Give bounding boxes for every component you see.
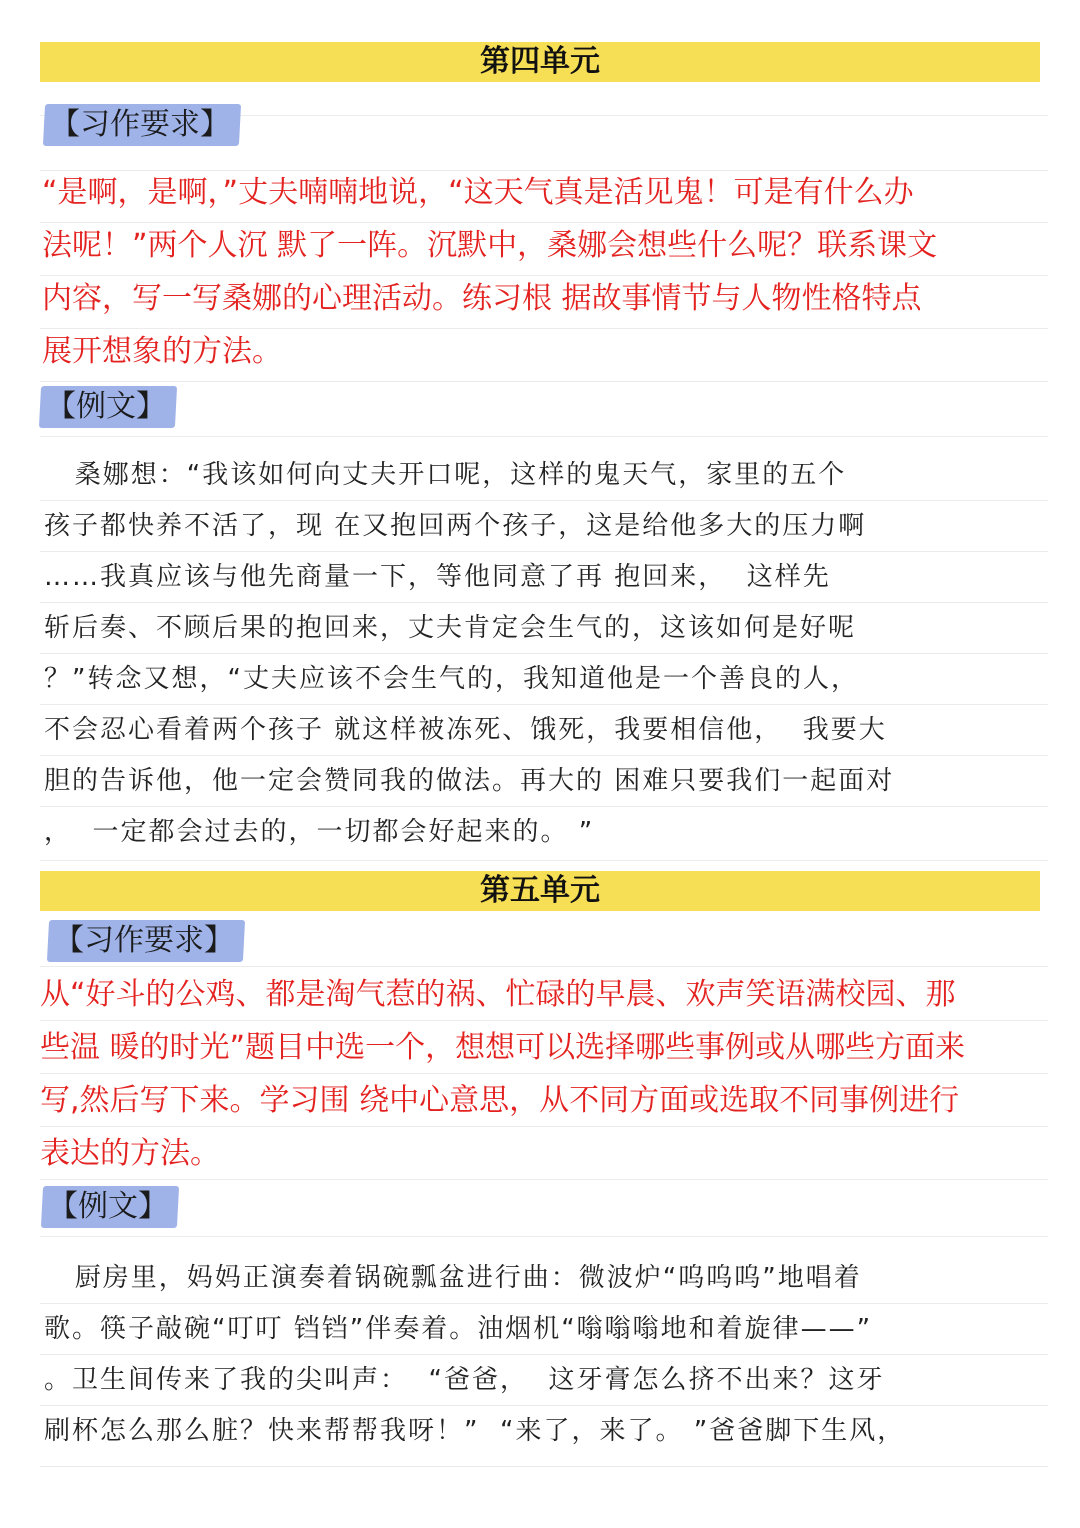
essay-line: 胆的告诉他，他一定会赞同我的做法。再大的 困难只要我们一起面对 [44, 766, 895, 796]
ruled-line [40, 436, 1048, 437]
requirement-line: 表达的方法。 [40, 1136, 220, 1171]
example-tag [39, 386, 177, 428]
essay-line: 歌。筷子敲碗“叮叮 铛铛”伴奏着。油烟机“嗡嗡嗡地和着旋律——” [44, 1314, 873, 1344]
ruled-line [40, 1354, 1048, 1355]
requirement-line: 些温 暖的时光”题目中选一个，想想可以选择哪些事例或从哪些方面来 [40, 1030, 966, 1065]
essay-line: 桑娜想：“我该如何向丈夫开口呢，这样的鬼天气，家里的五个 [44, 460, 847, 490]
ruled-line [40, 1405, 1048, 1406]
essay-line: 斩后奏、不顾后果的抱回来，丈夫肯定会生气的，这该如何是好呢 [44, 613, 857, 643]
requirement-tag-label: 【习作要求】 [50, 107, 230, 142]
requirement-line: 法呢！”两个人沉 默了一阵。沉默中，桑娜会想些什么呢？联系课文 [42, 228, 938, 263]
example-tag [41, 1186, 179, 1228]
ruled-line [40, 1303, 1048, 1304]
requirement-line: 写,然后写下来。学习围 绕中心意思，从不同方面或选取不同事例进行 [40, 1083, 960, 1118]
ruled-line [40, 500, 1048, 501]
unit-title: 第四单元 [40, 42, 1040, 82]
ruled-line [40, 806, 1048, 807]
ruled-line [40, 602, 1048, 603]
unit-title: 第五单元 [40, 871, 1040, 911]
ruled-line [40, 755, 1048, 756]
requirement-tag-label: 【习作要求】 [54, 923, 234, 958]
ruled-line [40, 653, 1048, 654]
essay-line: ？”转念又想，“丈夫应该不会生气的，我知道他是一个善良的人， [44, 664, 859, 694]
ruled-line [40, 381, 1048, 382]
ruled-line [40, 551, 1048, 552]
essay-line: ……我真应该与他先商量一下，等他同意了再 抱回来， 这样先 [44, 562, 831, 592]
requirement-tag [43, 104, 241, 146]
essay-line: 不会忍心看着两个孩子 就这样被冻死、饿死，我要相信他， 我要大 [44, 715, 887, 745]
example-tag-label: 【例文】 [46, 389, 166, 424]
requirement-tag [47, 920, 245, 962]
ruled-line [40, 966, 1048, 967]
ruled-line [40, 1236, 1048, 1237]
essay-line: 厨房里，妈妈正演奏着锅碗瓢盆进行曲：微波炉“呜呜呜”地唱着 [44, 1263, 862, 1293]
essay-line: 孩子都快养不活了，现 在又抱回两个孩子，这是给他多大的压力啊 [44, 511, 867, 541]
requirement-line: 内容，写一写桑娜的心理活动。练习根 据故事情节与人物性格特点 [42, 281, 922, 316]
requirement-line: “是啊，是啊，”丈夫喃喃地说，“这天气真是活见鬼！可是有什么办 [42, 175, 914, 210]
requirement-line: 展开想象的方法。 [42, 334, 282, 369]
requirement-line: 从“好斗的公鸡、都是淘气惹的祸、忙碌的早晨、欢声笑语满校园、那 [40, 977, 956, 1012]
example-tag-label: 【例文】 [48, 1189, 168, 1224]
ruled-line [40, 704, 1048, 705]
ruled-line [40, 860, 1048, 861]
essay-line: ， 一定都会过去的，一切都会好起来的。 ” [44, 817, 595, 847]
essay-line: 。卫生间传来了我的尖叫声： “爸爸， 这牙膏怎么挤不出来？这牙 [44, 1365, 885, 1395]
essay-line: 刷杯怎么那么脏？快来帮帮我呀！” “来了，来了。 ”爸爸脚下生风， [44, 1416, 906, 1446]
ruled-line [40, 1466, 1048, 1467]
